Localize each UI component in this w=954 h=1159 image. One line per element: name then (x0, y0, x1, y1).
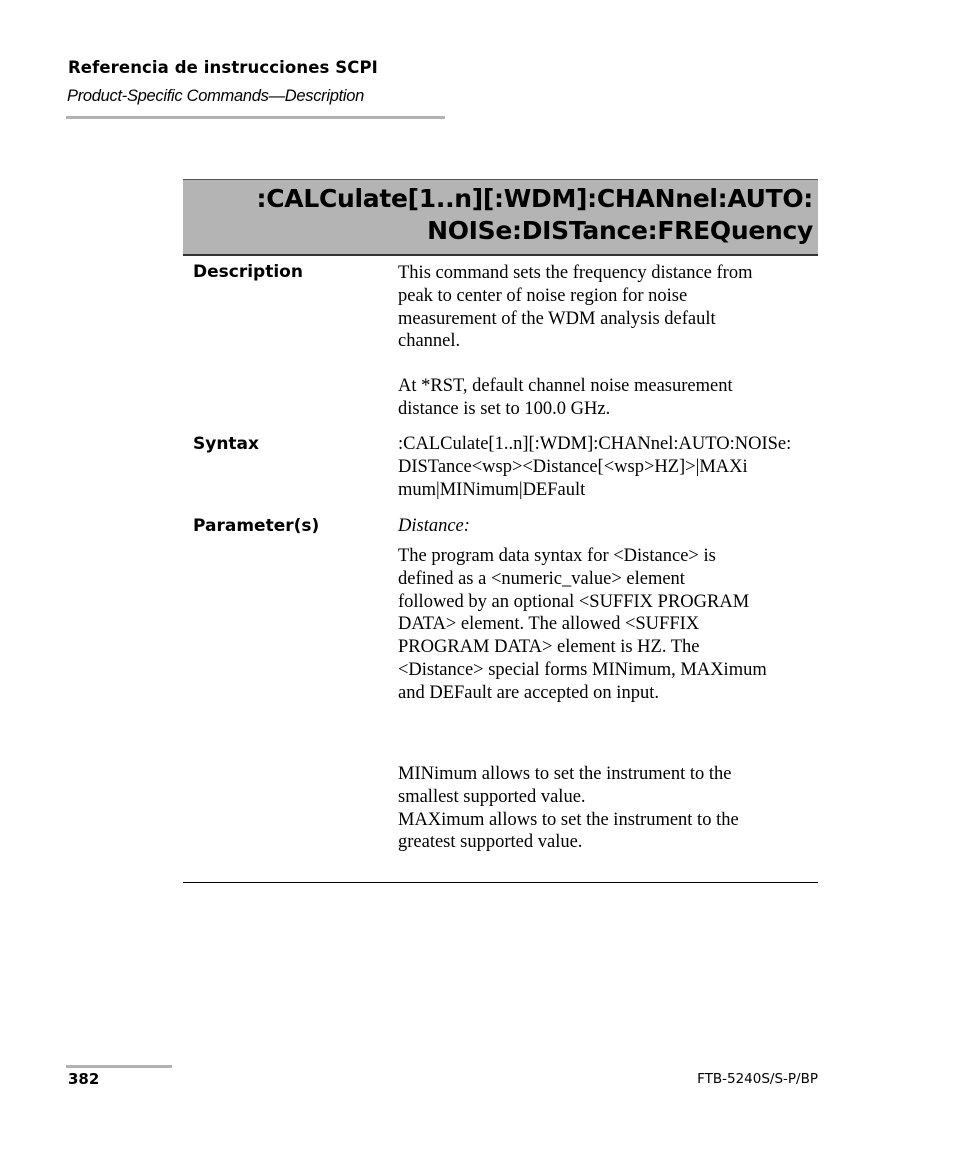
text-line: measurement of the WDM analysis default (398, 308, 716, 329)
text-line: channel. (398, 331, 461, 352)
page-number: 382 (68, 1070, 100, 1088)
text-line: PROGRAM DATA> element is HZ. The (398, 637, 700, 658)
text-line: MAXimum allows to set the instrument to the (398, 809, 739, 830)
text-line: mum|MINimum|DEFault (398, 479, 586, 500)
text-line: DATA> element. The allowed <SUFFIX (398, 614, 700, 635)
text-line: :CALCulate[1..n][:WDM]:CHANnel:AUTO:NOISe: (398, 434, 792, 454)
description-paragraph-1 (398, 262, 823, 353)
parameter-name: Distance: (398, 516, 470, 536)
parameters-label: Parameter(s) (193, 516, 320, 536)
text-line: <Distance> special forms MINimum, MAXimum (398, 659, 767, 680)
text-line: defined as a <numeric_value> element (398, 568, 685, 589)
text-line: At *RST, default channel noise measurement (398, 376, 733, 396)
text-line: MINimum allows to set the instrument to the (398, 764, 732, 784)
parameters-paragraph-1 (398, 545, 823, 705)
product-code: FTB-5240S/S-P/BP (697, 1071, 818, 1087)
syntax-text (398, 433, 823, 501)
command-title-line-1: :CALCulate[1..n][:WDM]:CHANnel:AUTO: (256, 184, 813, 213)
text-line: DISTance<wsp><Distance[<wsp>HZ]>|MAXi (398, 456, 748, 477)
description-paragraph-2 (398, 375, 823, 421)
text-line: followed by an optional <SUFFIX PROGRAM (398, 591, 750, 612)
text-line: smallest supported value. (398, 786, 586, 807)
text-line: The program data syntax for <Distance> is (398, 546, 716, 566)
footer-divider (66, 1065, 172, 1068)
parameters-paragraph-2 (398, 763, 823, 854)
text-line: This command sets the frequency distance from (398, 263, 753, 283)
command-title-box (183, 179, 818, 256)
description-label: Description (193, 262, 303, 282)
running-header-title: Referencia de instrucciones SCPI (68, 58, 378, 77)
command-title-line-2: NOISe:DISTance:FREQuency (427, 216, 813, 245)
running-header-subtitle: Product-Specific Commands—Description (67, 87, 365, 105)
text-line: distance is set to 100.0 GHz. (398, 398, 611, 419)
header-divider (66, 116, 445, 119)
text-line: and DEFault are accepted on input. (398, 682, 659, 703)
text-line: greatest supported value. (398, 832, 583, 853)
section-end-rule (183, 882, 818, 883)
syntax-label: Syntax (193, 434, 259, 454)
text-line: peak to center of noise region for noise (398, 285, 688, 306)
